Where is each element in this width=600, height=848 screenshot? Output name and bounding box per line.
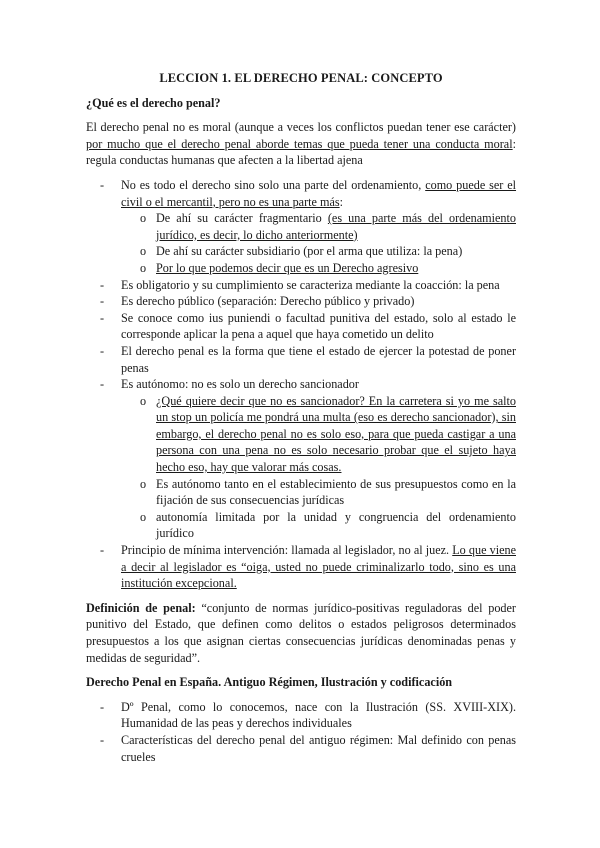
definition-text: “conjunto de normas jurídico-positivas reguladoras del poder punitivo del Estado, que definen como delitos o estados peligrosos determinados presupuestos a los que asignan ciertas consecuencias jurídicas denominadas penas y medidas de seguridad”. (86, 600, 516, 665)
item-text: Es autónomo: no es solo un derecho sancionador (121, 377, 359, 392)
list-item (86, 699, 516, 732)
page-title: LECCION 1. EL DERECHO PENAL: CONCEPTO (159, 71, 443, 85)
intro-paragraph (86, 119, 516, 169)
sub-list (121, 393, 516, 542)
list-item (86, 310, 516, 343)
item-text: autonomía limitada por la unidad y congruencia del ordenamiento jurídico (156, 509, 516, 541)
list-item (86, 732, 516, 765)
list-item (86, 376, 516, 542)
intro-text: El derecho penal no es moral (aunque a veces los conflictos puedan tener ese carácter) (86, 120, 516, 135)
item-text: No es todo el derecho sino solo una parte del ordenamiento, (121, 177, 422, 192)
item-underlined-text: ¿Qué quiere decir que no es sancionador? En la carretera si yo me salto un stop un policía me pondrá una multa (eso es derecho sancionador), sin embargo, el derecho penal no es solo eso, para que pueda castigar a una persona con una pena no es solo necesario probar que el sujeto haya hecho eso, hay que valorar más cosas. (156, 393, 516, 475)
list-item (86, 277, 516, 294)
sub-list-item (121, 243, 516, 260)
item-underlined-text: Por lo que podemos decir que es un Derecho agresivo (156, 260, 419, 275)
item-tail-text: : (339, 194, 344, 209)
sub-list-item (121, 210, 516, 243)
section-heading-derecho-penal-espana: Derecho Penal en España. Antiguo Régimen, Ilustración y codificación (86, 675, 453, 690)
item-text: De ahí su carácter subsidiario (por el arma que utiliza: la pena) (156, 244, 463, 259)
item-text: De ahí su carácter fragmentario (156, 211, 322, 226)
sub-list-item (121, 393, 516, 476)
definition-label: Definición de penal: (86, 600, 196, 615)
item-text: El derecho penal es la forma que tiene el estado de ejercer la potestad de poner penas (121, 343, 516, 375)
list-item (86, 293, 516, 310)
intro-tail-text: : regula conductas humanas que afecten a la libertad ajena (86, 136, 516, 168)
item-underlined-text: (es una parte más del ordenamiento jurídico, es decir, lo dicho anteriormente) (156, 211, 516, 242)
list-item (86, 177, 516, 277)
list-item (86, 343, 516, 376)
item-underlined-text: como puede ser el civil o el mercantil, pero no es una parte más (121, 177, 517, 209)
item-text: Es obligatorio y su cumplimiento se caracteriza mediante la coacción: la pena (121, 277, 500, 292)
item-text: Principio de mínima intervención: llamada al legislador, no al juez. (121, 543, 450, 558)
sub-list-item (121, 260, 516, 277)
item-text: Características del derecho penal del antiguo régimen: Mal definido con penas crueles (121, 732, 516, 764)
sub-list-item (121, 476, 516, 509)
section-heading-que-es: ¿Qué es el derecho penal? (86, 95, 221, 110)
list-item (86, 542, 516, 592)
item-text: Dº Penal, como lo conocemos, nace con la Ilustración (SS. XVIII-XIX). Humanidad de las peas y derechos individuales (121, 699, 516, 731)
sub-list (121, 210, 516, 276)
item-text: Se conoce como ius puniendi o facultad punitiva del estado, solo al estado le corresponde aplicar la pena a aquel que haya cometido un delito (121, 310, 516, 342)
item-text: Es derecho público (separación: Derecho público y privado) (121, 294, 415, 309)
item-underlined-text: Lo que viene a decir al legislador es “oiga, usted no puede criminalizarlo todo, sino es una institución excepcional. (121, 543, 516, 591)
item-text: Es autónomo tanto en el establecimiento de sus presupuestos como en la fijación de sus consecuencias jurídicas (156, 476, 516, 508)
characteristics-list (86, 177, 516, 592)
history-list (86, 699, 516, 765)
intro-underlined-text: por mucho que el derecho penal aborde temas que pueda tener una conducta moral (86, 136, 513, 151)
sub-list-item (121, 509, 516, 542)
definition-paragraph (86, 600, 516, 666)
